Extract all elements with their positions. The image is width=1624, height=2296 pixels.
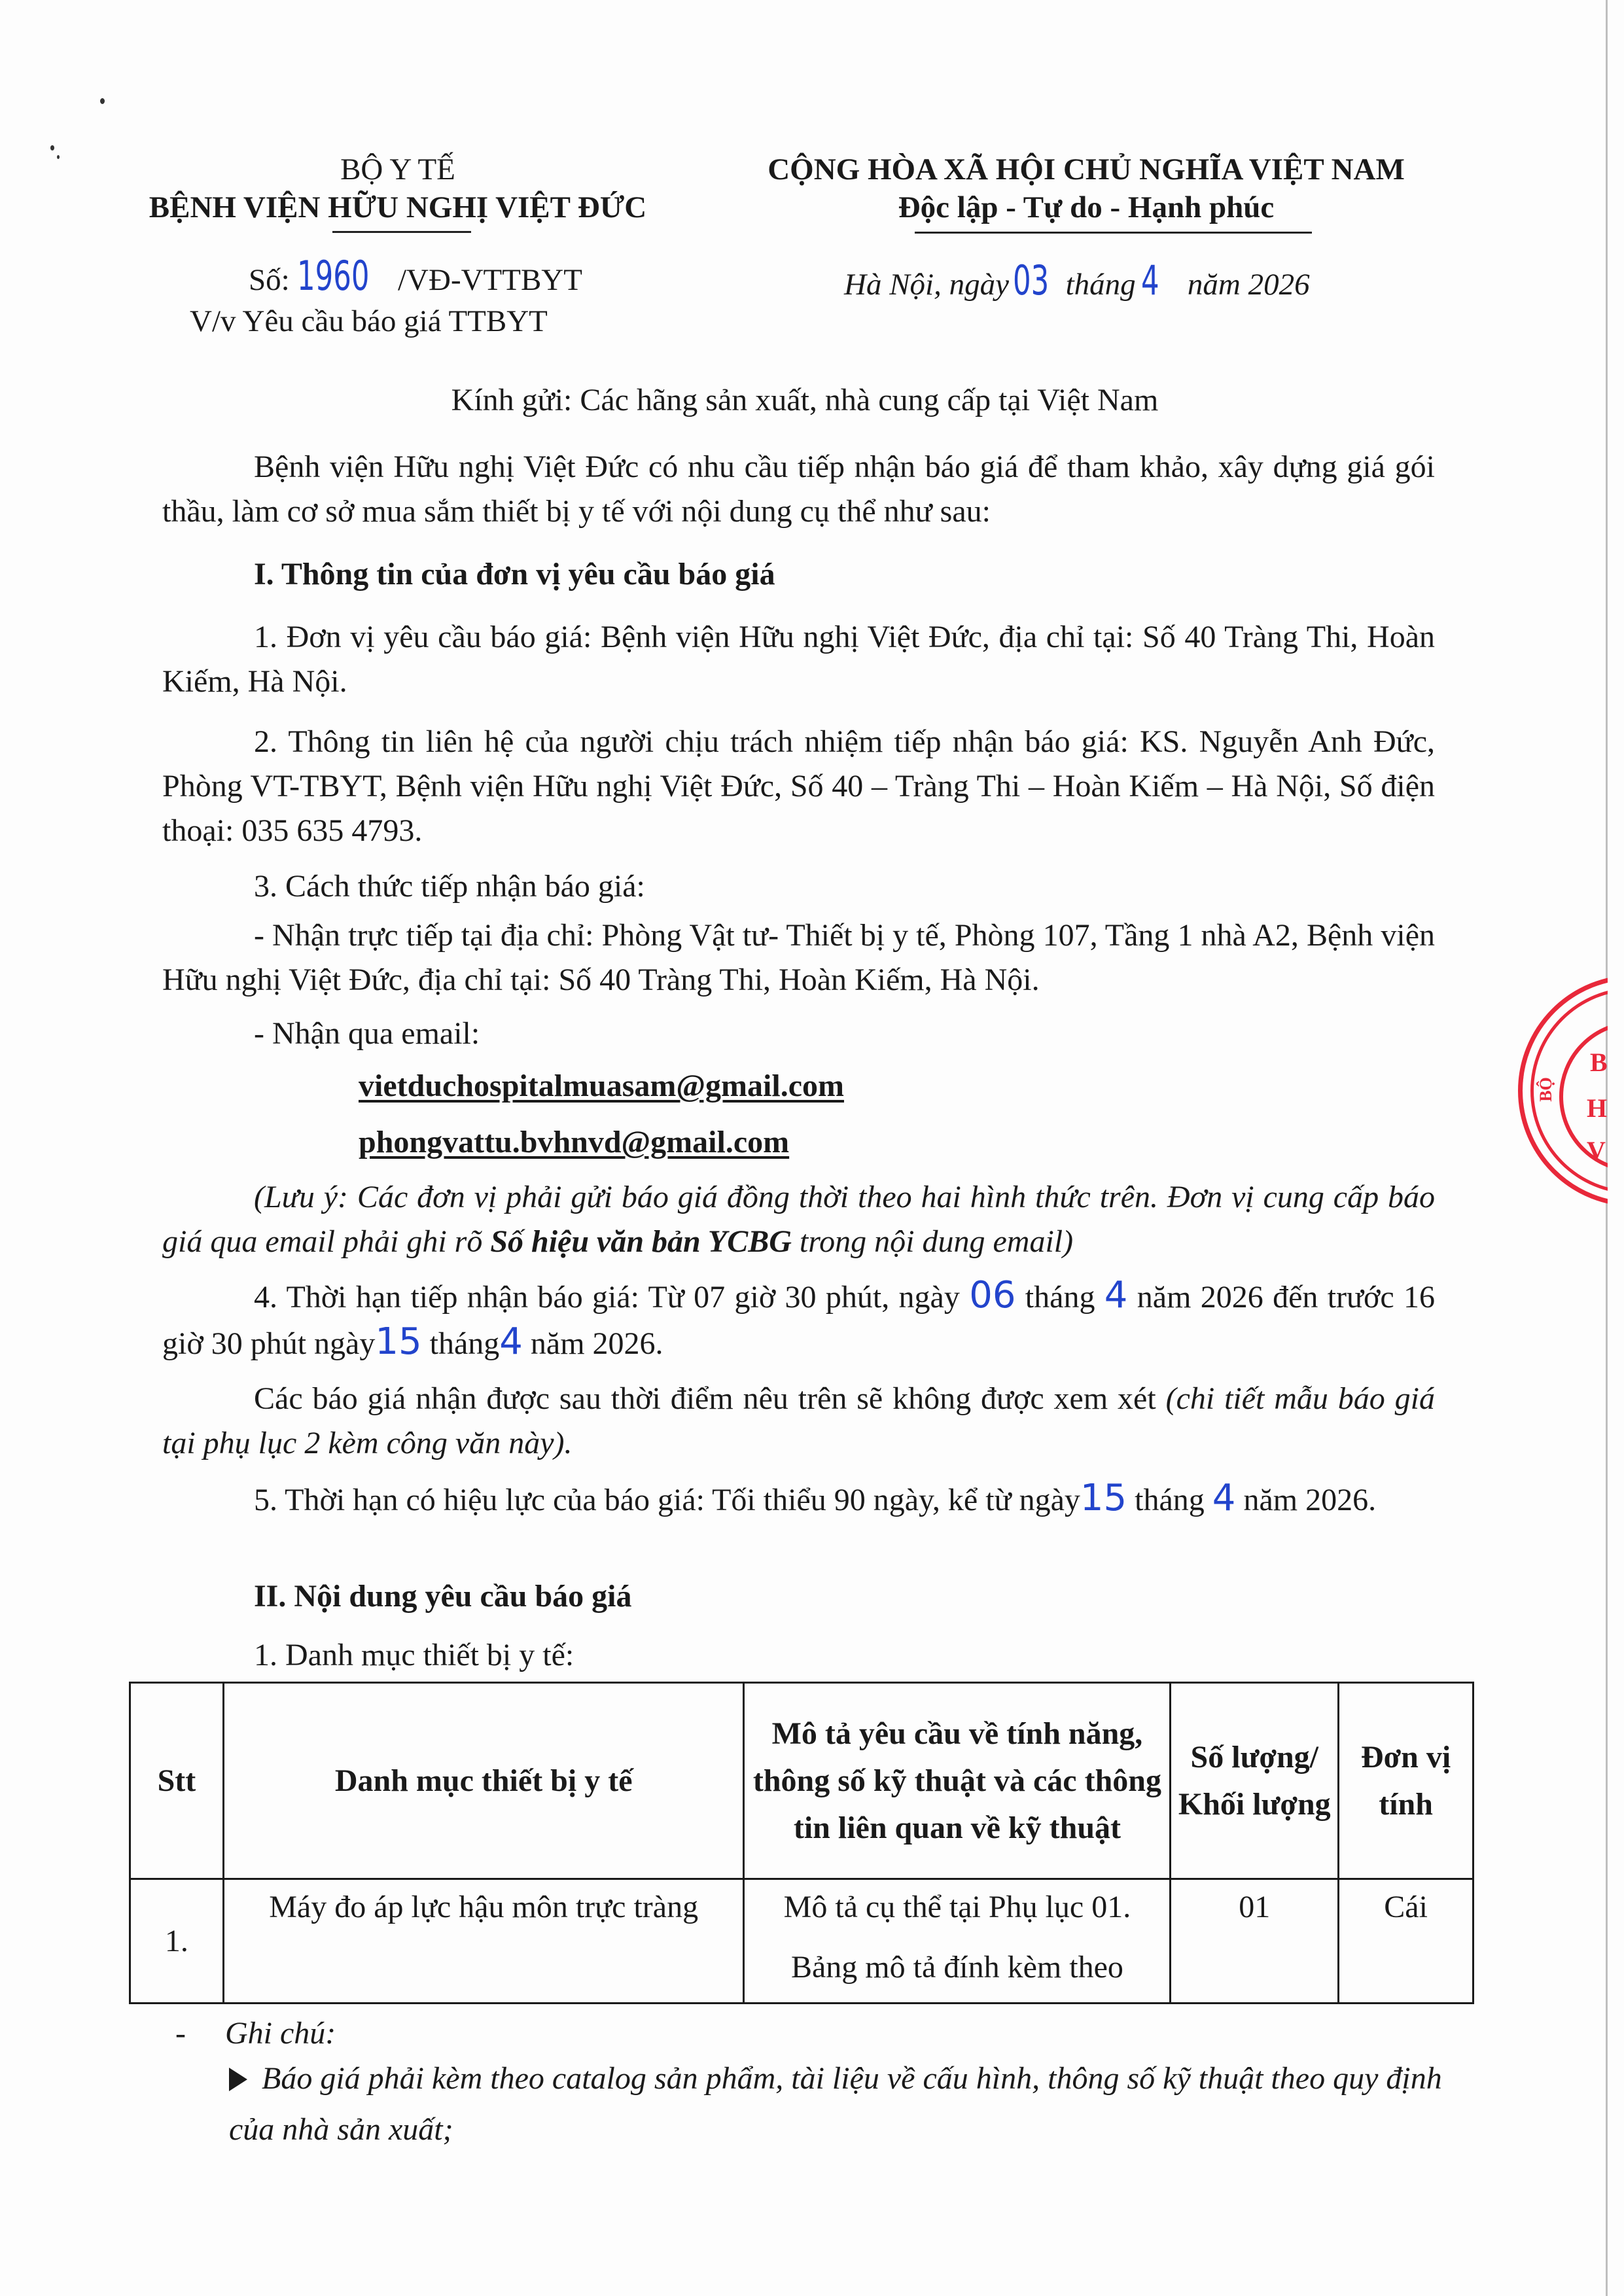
item5-text-b: tháng bbox=[1135, 1483, 1205, 1517]
date-month-label: tháng bbox=[1065, 268, 1136, 302]
note-text-part1: (Lưu ý: Các đơn vị phải gửi báo giá đồng thời theo hai hình thức trên. Đơn vị cung cấp báo giá qua email phải ghi rõ bbox=[162, 1180, 1435, 1259]
issue-date bbox=[844, 256, 1310, 304]
late-notice-italic: (chi tiết mẫu báo giá tại phụ lục 2 kèm công văn này). bbox=[162, 1381, 1436, 1460]
col-header-unit: Đơn vị tính bbox=[1339, 1683, 1474, 1879]
item4-text-a: 4. Thời hạn tiếp nhận báo giá: Từ 07 giờ 30 phút, ngày bbox=[254, 1280, 960, 1315]
note-item bbox=[229, 2053, 1459, 2155]
cell-stt: 1. bbox=[130, 1879, 224, 2004]
late-notice-text: Các báo giá nhận được sau thời điểm nêu trên sẽ không được xem xét bbox=[254, 1381, 1156, 1416]
item4-text-b: tháng bbox=[1025, 1280, 1095, 1315]
email-link-purchasing[interactable]: vietduchospitalmuasam@gmail.com bbox=[359, 1069, 844, 1103]
scan-speck bbox=[57, 155, 60, 159]
seal-text-right-1: B bbox=[1590, 1048, 1608, 1077]
section1-item3-title: 3. Cách thức tiếp nhận báo giá: bbox=[254, 869, 645, 904]
late-notice bbox=[162, 1377, 1435, 1466]
recipient-line: Kính gửi: Các hãng sản xuất, nhà cung cấp tại Việt Nam bbox=[451, 383, 1159, 417]
note-text-bold: Số hiệu văn bản YCBG bbox=[490, 1224, 792, 1259]
note-item-text: Báo giá phải kèm theo catalog sản phẩm, tài liệu về cấu hình, thông số kỹ thuật theo quy định của nhà sản xuất; bbox=[229, 2061, 1442, 2147]
notes-label-text: Ghi chú: bbox=[224, 2016, 336, 2051]
date-day-handwritten: 03 bbox=[1012, 256, 1050, 304]
motto-underline bbox=[915, 232, 1312, 234]
item4-text-c: năm 2026 đến trước 16 giờ 30 phút ngày bbox=[162, 1280, 1436, 1361]
section2-title: II. Nội dung yêu cầu báo giá bbox=[254, 1579, 632, 1614]
arrow-bullet-icon bbox=[229, 2068, 247, 2091]
seal-text-left: BỘ bbox=[1536, 1077, 1555, 1102]
item5-day: 15 bbox=[1080, 1477, 1127, 1519]
item4-end-month: 4 bbox=[499, 1320, 523, 1363]
description-line2: Bảng mô tả đính kèm theo bbox=[790, 1950, 1123, 1985]
col-header-stt: Stt bbox=[130, 1683, 224, 1879]
number-suffix: /VĐ-VTTBYT bbox=[398, 263, 582, 297]
item4-text-d: tháng bbox=[429, 1326, 500, 1361]
notes-label bbox=[175, 2014, 336, 2053]
cell-description bbox=[744, 1879, 1171, 2004]
description-line1: Mô tả cụ thể tại Phụ lục 01. bbox=[783, 1890, 1131, 1924]
number-prefix: Số: bbox=[249, 263, 290, 297]
ministry-name: BỘ Y TẾ bbox=[340, 152, 455, 186]
item5-text-c: năm 2026. bbox=[1243, 1483, 1377, 1517]
table-row bbox=[130, 1879, 1474, 2004]
item4-start-day: 06 bbox=[969, 1274, 1016, 1316]
email-note bbox=[162, 1175, 1435, 1264]
item4-start-month: 4 bbox=[1104, 1274, 1128, 1316]
equipment-table bbox=[129, 1682, 1474, 2004]
cell-quantity: 01 bbox=[1171, 1879, 1339, 2004]
intro-paragraph: Bệnh viện Hữu nghị Việt Đức có nhu cầu tiếp nhận báo giá để tham khảo, xây dựng giá gói thầu, làm cơ sở mua sắm thiết bị y tế với nội dung cụ thể như sau: bbox=[162, 450, 1435, 529]
table-header-row bbox=[130, 1683, 1474, 1879]
date-year: năm 2026 bbox=[1187, 268, 1310, 302]
scan-speck bbox=[50, 145, 54, 150]
item4-text-e: năm 2026. bbox=[530, 1326, 663, 1361]
country-name: CỘNG HÒA XÃ HỘI CHỦ NGHĨA VIỆT NAM bbox=[768, 152, 1405, 186]
email-link-supplies[interactable]: phongvattu.bvhnvd@gmail.com bbox=[359, 1125, 790, 1159]
date-prefix: Hà Nội, ngày bbox=[844, 268, 1009, 302]
scan-speck bbox=[100, 98, 105, 104]
section1-item1: 1. Đơn vị yêu cầu báo giá: Bệnh viện Hữu nghị Việt Đức, địa chỉ tại: Số 40 Tràng Thi, Hoàn Kiếm, Hà Nội. bbox=[162, 620, 1435, 699]
section1-item5 bbox=[162, 1476, 1435, 1523]
note-text-part2: trong nội dung email) bbox=[791, 1224, 1074, 1259]
number-handwritten: 1960 bbox=[297, 252, 370, 300]
section1-item4 bbox=[162, 1273, 1435, 1366]
item5-month: 4 bbox=[1212, 1477, 1236, 1519]
hospital-name: BỆNH VIỆN HỮU NGHỊ VIỆT ĐỨC bbox=[149, 190, 647, 224]
document-subject: V/v Yêu cầu báo giá TTBYT bbox=[190, 304, 548, 338]
section1-item3-direct: - Nhận trực tiếp tại địa chỉ: Phòng Vật tư- Thiết bị y tế, Phòng 107, Tầng 1 nhà A2, Bệnh viện Hữu nghị Việt Đức, địa chỉ tại: Số 40 Tràng Thi, Hoàn Kiếm, Hà Nội. bbox=[162, 918, 1435, 997]
document-number bbox=[249, 252, 582, 300]
section2-subtitle: 1. Danh mục thiết bị y tế: bbox=[254, 1638, 574, 1672]
cell-item-name: Máy đo áp lực hậu môn trực tràng bbox=[223, 1879, 744, 2004]
section1-item2: 2. Thông tin liên hệ của người chịu trách nhiệm tiếp nhận báo giá: KS. Nguyễn Anh Đức, Phòng VT-TBYT, Bệnh viện Hữu nghị Việt Đức, Số 40 – Tràng Thi – Hoàn Kiếm – Hà Nội, Số điện thoại: 035 635 4793. bbox=[162, 724, 1435, 848]
seal-text-right-3: V bbox=[1587, 1136, 1606, 1165]
section1-item3-email-label: - Nhận qua email: bbox=[254, 1016, 480, 1051]
item4-end-day: 15 bbox=[375, 1320, 422, 1363]
cell-unit: Cái bbox=[1339, 1879, 1474, 2004]
col-header-quantity: Số lượng/ Khối lượng bbox=[1171, 1683, 1339, 1879]
col-header-item: Danh mục thiết bị y tế bbox=[223, 1683, 744, 1879]
seal-text-right-2: H bbox=[1587, 1093, 1608, 1123]
item5-text-a: 5. Thời hạn có hiệu lực của báo giá: Tối thiểu 90 ngày, kể từ ngày bbox=[254, 1483, 1080, 1517]
hospital-underline bbox=[332, 231, 471, 233]
col-header-description: Mô tả yêu cầu về tính năng, thông số kỹ thuật và các thông tin liên quan về kỹ thuật bbox=[744, 1683, 1171, 1879]
date-month-handwritten: 4 bbox=[1140, 256, 1159, 304]
notes-dash: - bbox=[175, 2016, 186, 2051]
page-right-margin bbox=[1608, 0, 1624, 2296]
national-motto: Độc lập - Tự do - Hạnh phúc bbox=[898, 190, 1275, 224]
section1-title: I. Thông tin của đơn vị yêu cầu báo giá bbox=[254, 557, 775, 592]
